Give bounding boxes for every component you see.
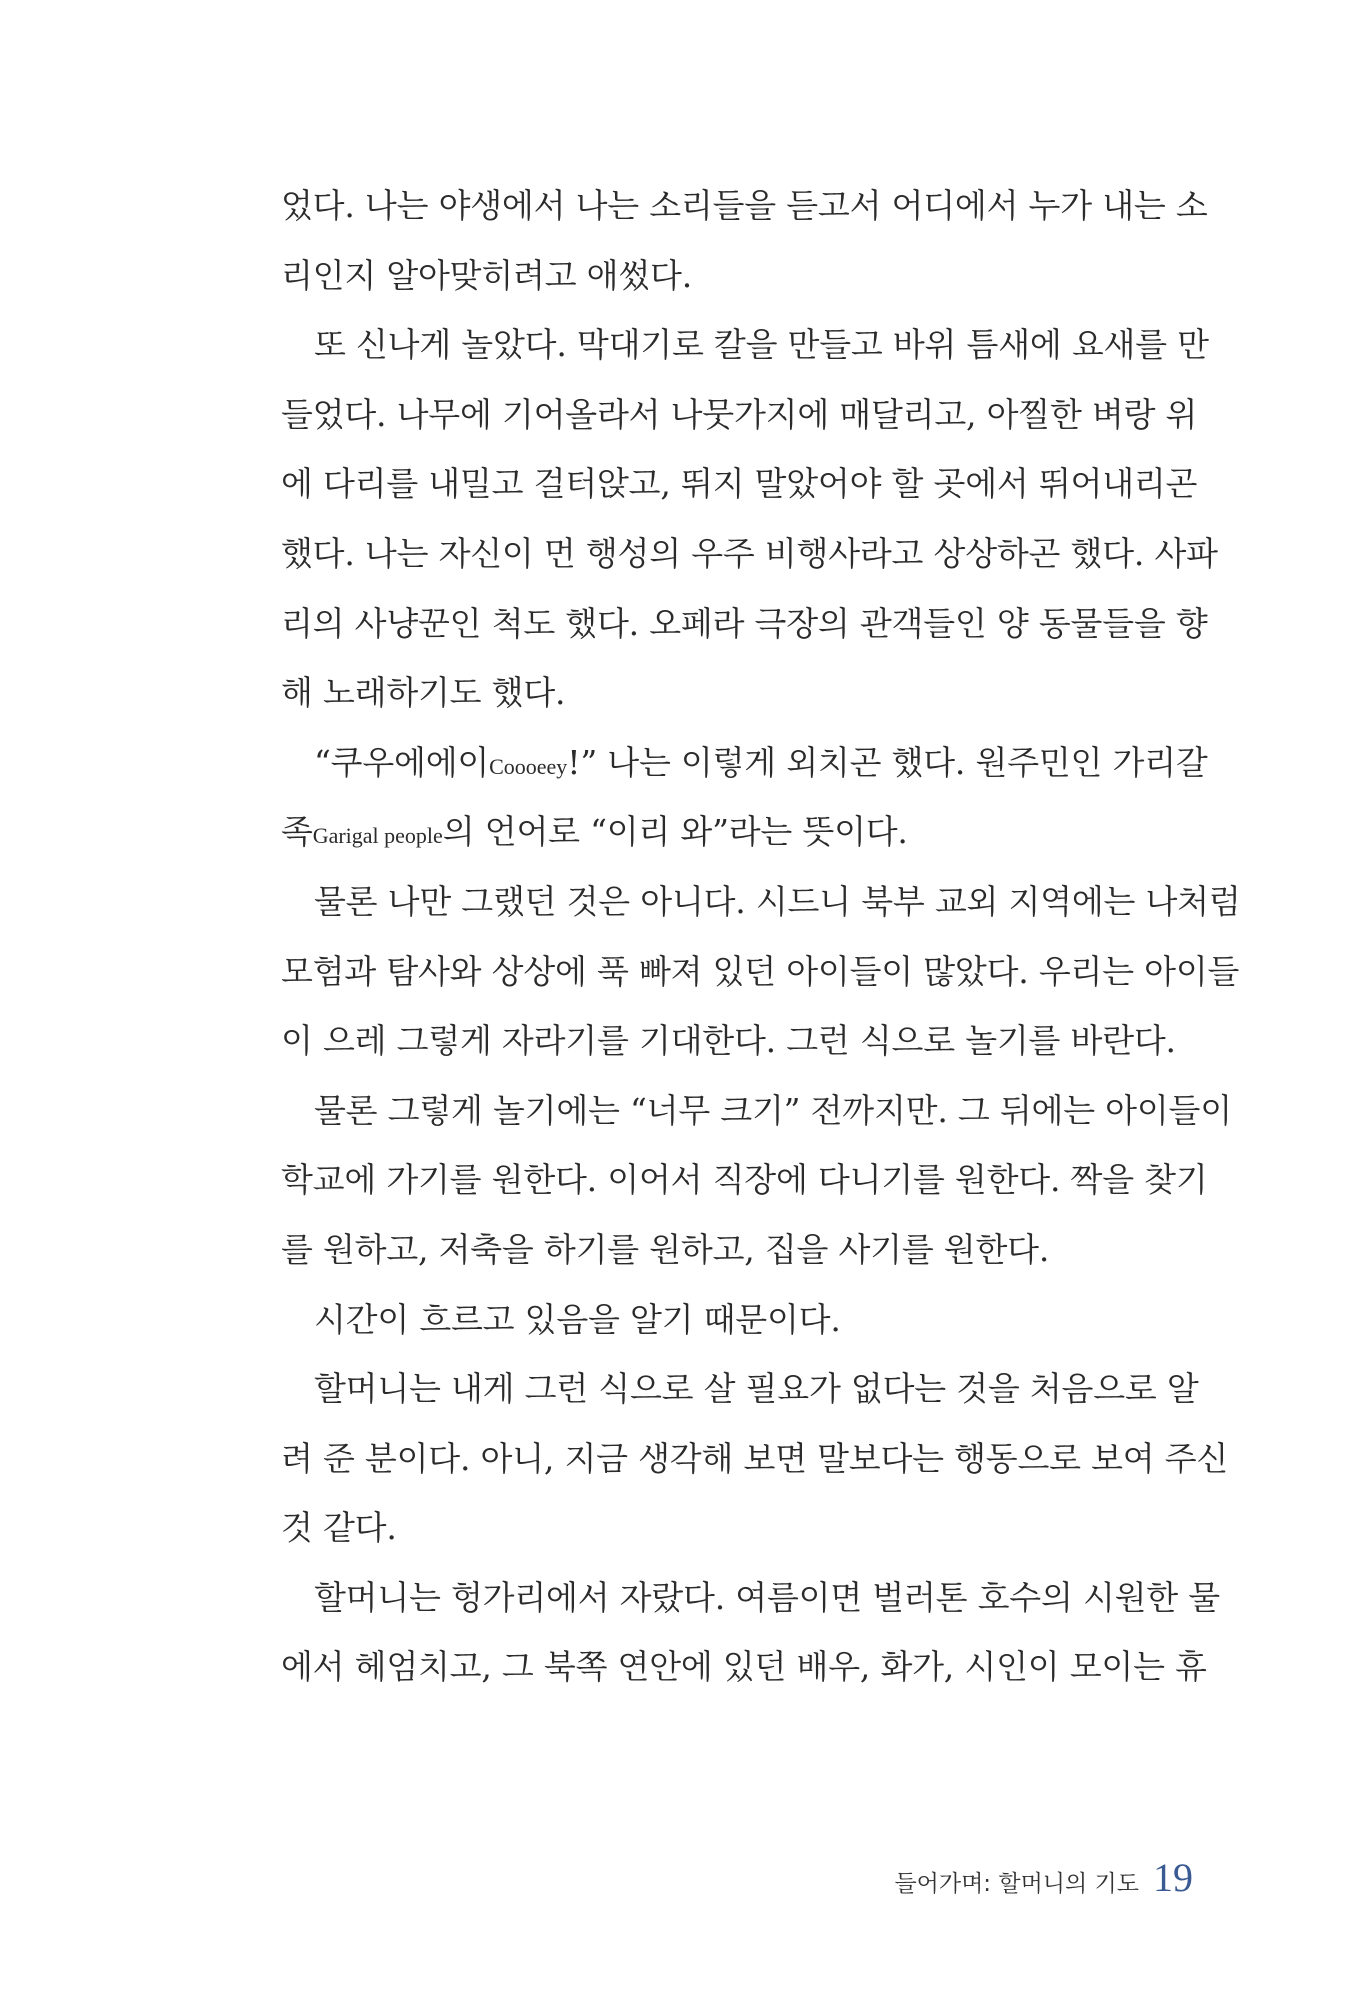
latin-term: Coooeey bbox=[489, 753, 568, 779]
text-line: 들었다. 나무에 기어올라서 나뭇가지에 매달리고, 아찔한 벼랑 위 bbox=[281, 394, 1198, 434]
line-segment: 족 bbox=[281, 812, 313, 852]
line-segment: 의 언어로 “이리 와”라는 뜻이다. bbox=[442, 812, 908, 852]
text-line: 물론 나만 그랬던 것은 아니다. 시드니 북부 교외 지역에는 나처럼 bbox=[314, 881, 1241, 921]
body-text bbox=[281, 171, 1241, 1702]
latin-term: Garigal people bbox=[312, 823, 443, 849]
text-line: 할머니는 내게 그런 식으로 살 필요가 없다는 것을 처음으로 알 bbox=[314, 1369, 1199, 1409]
text-line: 이 으레 그렇게 자라기를 기대한다. 그런 식으로 놀기를 바란다. bbox=[281, 1021, 1176, 1061]
text-line: 를 원하고, 저축을 하기를 원하고, 집을 사기를 원한다. bbox=[281, 1229, 1050, 1269]
line-segment: “쿠우에에이 bbox=[314, 742, 490, 782]
text-line: 었다. 나는 야생에서 나는 소리들을 듣고서 어디에서 누가 내는 소 bbox=[281, 186, 1208, 225]
text-line: 리인지 알아맞히려고 애썼다. bbox=[281, 255, 693, 295]
text-line: 또 신나게 놀았다. 막대기로 칼을 만들고 바위 틈새에 요새를 만 bbox=[314, 325, 1209, 365]
text-line: 에 다리를 내밀고 걸터앉고, 뛰지 말았어야 할 곳에서 뛰어내리곤 bbox=[281, 464, 1198, 504]
text-line: 할머니는 헝가리에서 자랐다. 여름이면 벌러톤 호수의 시원한 물 bbox=[314, 1577, 1220, 1617]
text-line: 것 같다. bbox=[281, 1508, 397, 1548]
text-line: 모험과 탐사와 상상에 푹 빠져 있던 아이들이 많았다. 우리는 아이들 bbox=[281, 951, 1240, 991]
line-segment: !” 나는 이렇게 외치곤 했다. 원주민인 가리갈 bbox=[567, 742, 1208, 782]
text-line: 에서 헤엄치고, 그 북쪽 연안에 있던 배우, 화가, 시인이 모이는 휴 bbox=[281, 1647, 1207, 1687]
text-line: 했다. 나는 자신이 먼 행성의 우주 비행사라고 상상하곤 했다. 사파 bbox=[281, 533, 1218, 573]
page-footer bbox=[894, 1854, 1193, 1901]
text-line: 리의 사냥꾼인 척도 했다. 오페라 극장의 관객들인 양 동물들을 향 bbox=[281, 603, 1208, 643]
page-number: 19 bbox=[1153, 1855, 1193, 1900]
text-line: 물론 그렇게 놀기에는 “너무 크기” 전까지만. 그 뒤에는 아이들이 bbox=[314, 1090, 1232, 1130]
text-line: 학교에 가기를 원한다. 이어서 직장에 다니기를 원한다. 짝을 찾기 bbox=[281, 1160, 1208, 1200]
text-line: 해 노래하기도 했다. bbox=[281, 673, 566, 713]
text-line bbox=[281, 728, 1208, 798]
text-line: 시간이 흐르고 있음을 알기 때문이다. bbox=[314, 1299, 841, 1339]
text-line bbox=[281, 797, 1193, 867]
running-head: 들어가며: 할머니의 기도 bbox=[894, 1871, 1139, 1897]
text-line: 려 준 분이다. 아니, 지금 생각해 보면 말보다는 행동으로 보여 주신 bbox=[281, 1438, 1229, 1478]
